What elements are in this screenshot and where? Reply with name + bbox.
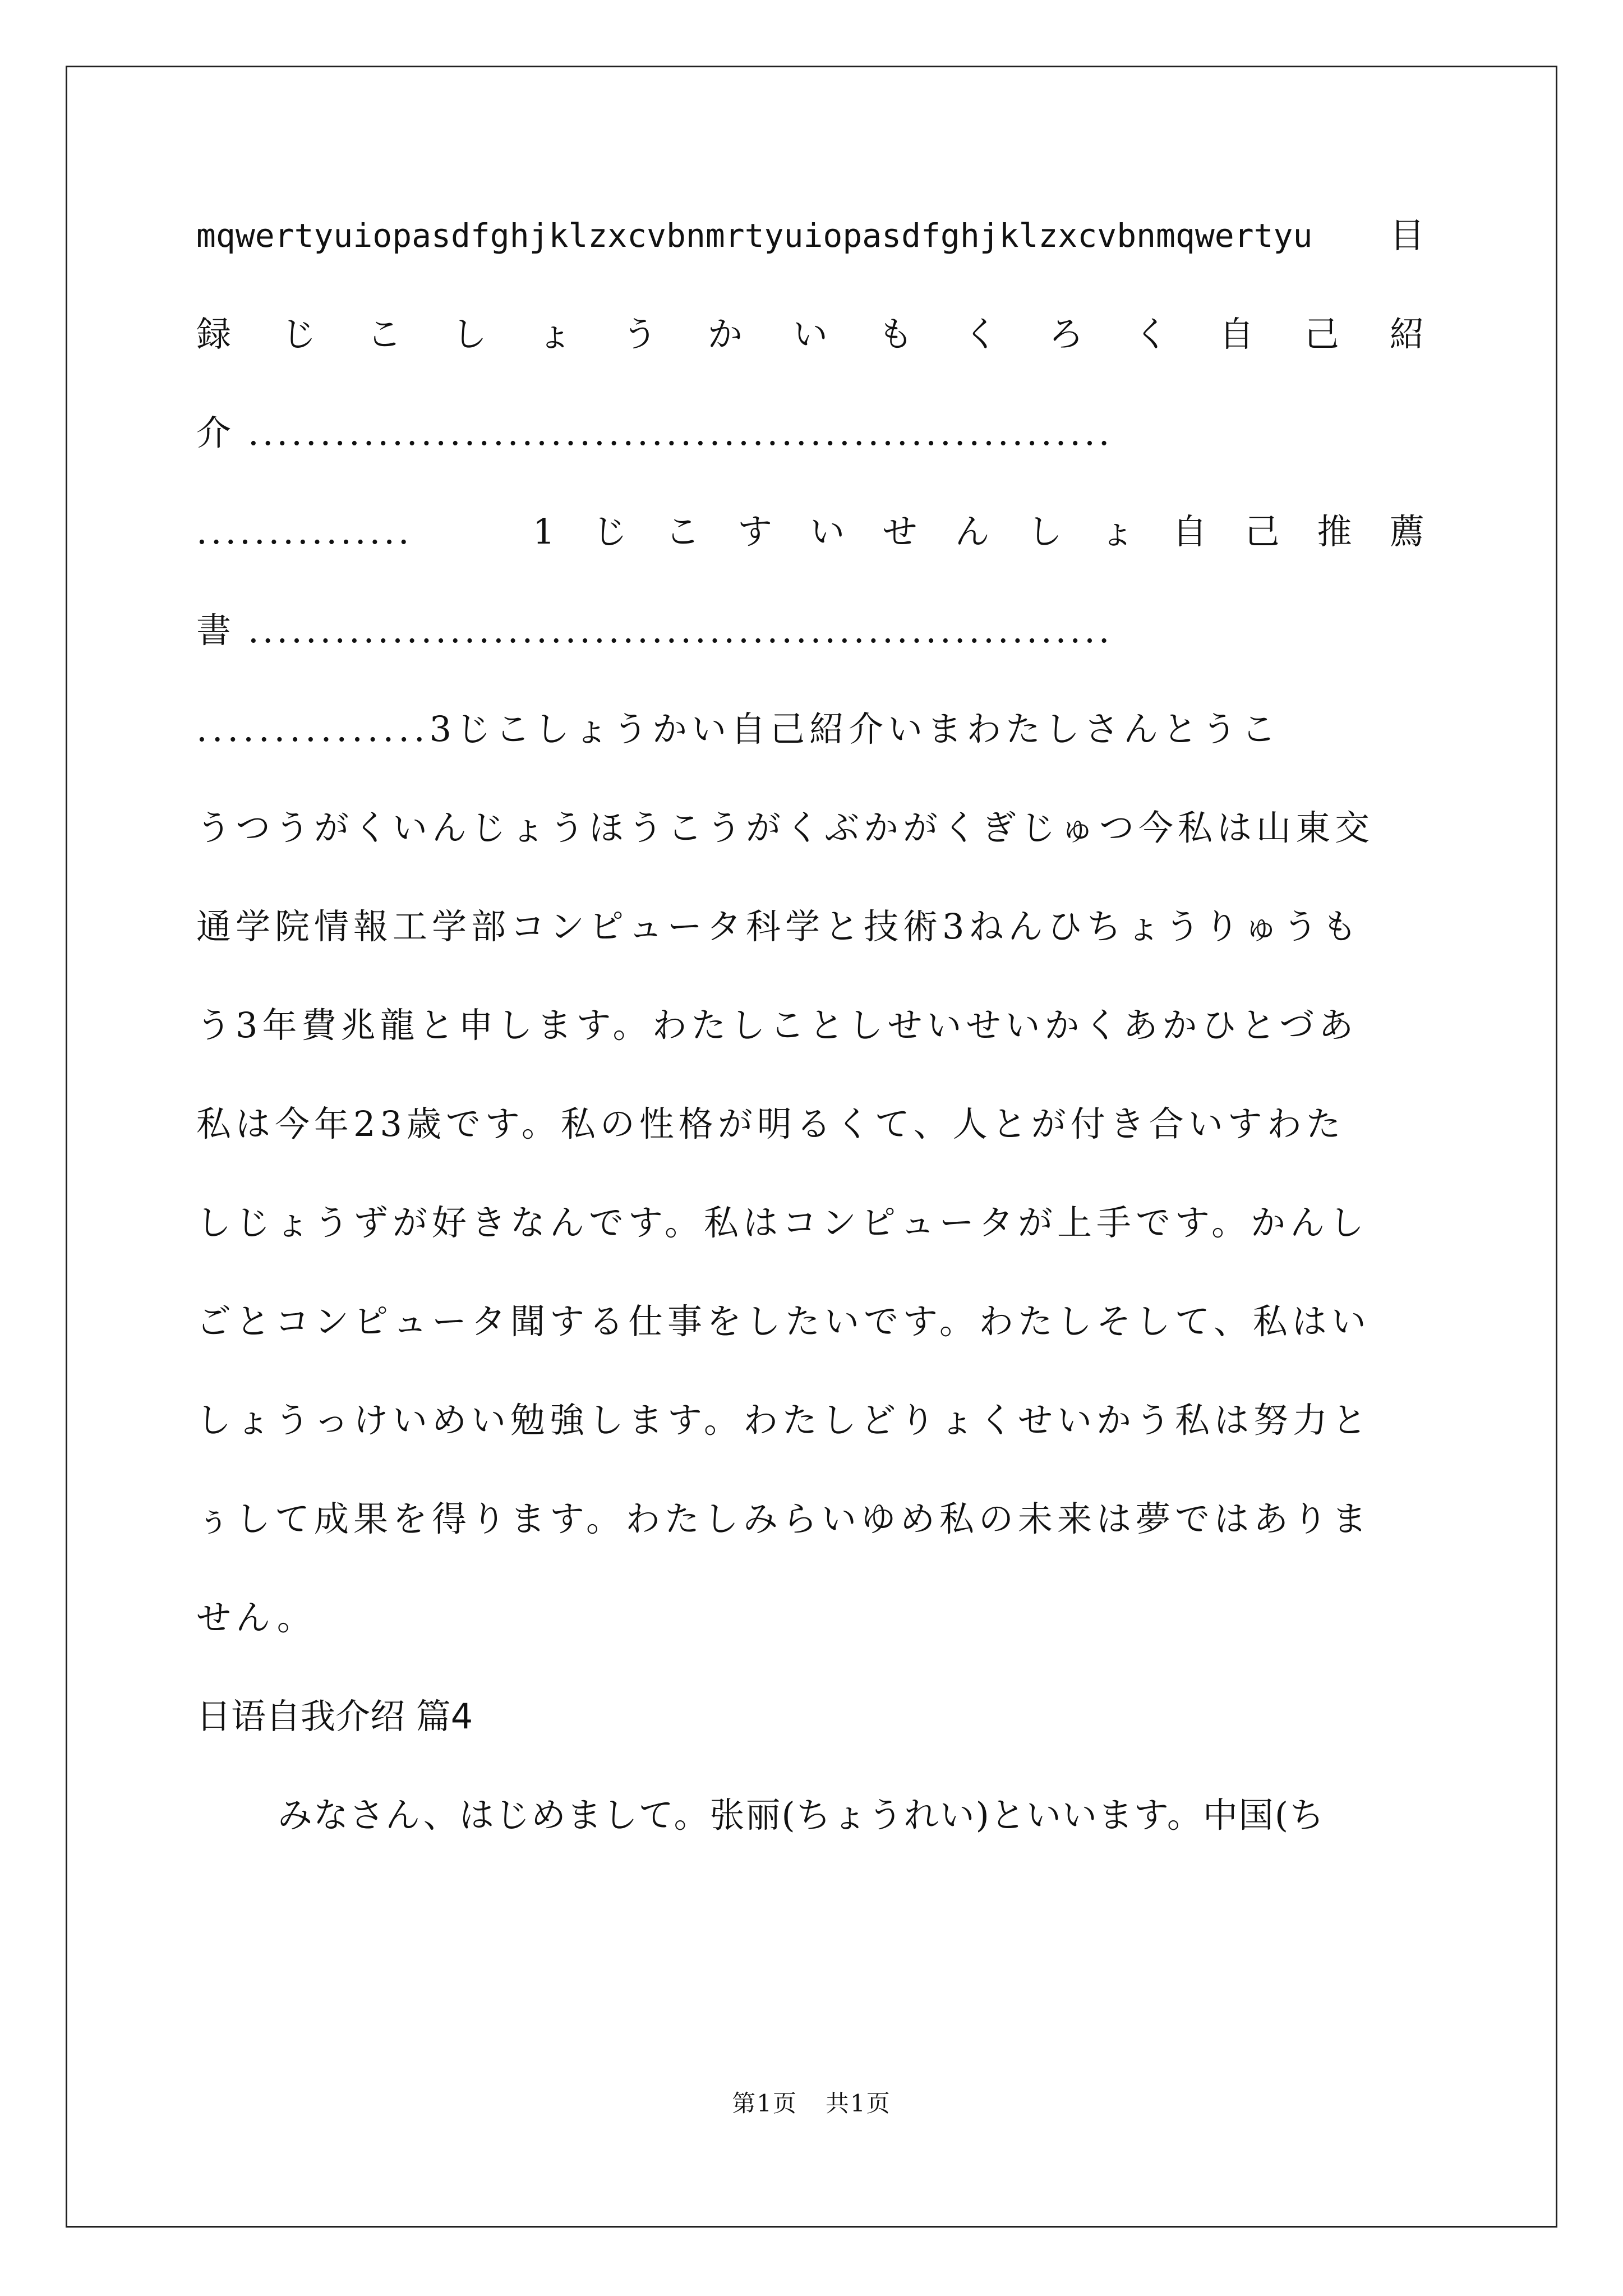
toc-title-char: 己 xyxy=(1304,314,1339,355)
body-line-6: ...............3じこしょうかい自己紹介いまわたしさんとうこ xyxy=(196,708,1281,749)
toc-entry-1-label: 介 xyxy=(196,412,232,453)
body-line-15: せん。 xyxy=(196,1597,316,1638)
toc-title-char: 紹 xyxy=(1389,314,1424,355)
page-border xyxy=(66,66,1557,2228)
toc-entry-2[interactable] xyxy=(196,509,1424,554)
toc-title-char: か xyxy=(707,314,743,355)
toc-entry-2-char: ょ xyxy=(1100,511,1135,552)
toc-entry-2-char: ん xyxy=(955,511,990,552)
toc-entry-2-char: こ xyxy=(665,511,700,552)
body-line-12: ごとコンピュータ聞する仕事をしたいです。わたしそして、私はい xyxy=(196,1301,1371,1342)
body-line-14: ぅして成果を得ります。わたしみらいゆめ私の未来は夢ではありま xyxy=(196,1498,1372,1539)
toc-entry-2-char: し xyxy=(1027,511,1062,552)
body-line-9: う3年費兆龍と申します。わたしことしせいせいかくあかひとづあ xyxy=(196,1005,1358,1046)
toc-title-char: く xyxy=(963,314,998,355)
toc-entry-1[interactable] xyxy=(196,411,1424,455)
toc-leader-dots: ............... xyxy=(196,511,413,552)
toc-title-char: ょ xyxy=(537,314,572,355)
toc-title-char: ろ xyxy=(1048,314,1083,355)
toc-title-line xyxy=(196,312,1424,357)
body-line-8: 通学院情報工学部コンピュータ科学と技術3ねんひちょうりゅうも xyxy=(196,906,1362,947)
toc-entry-2-char: 己 xyxy=(1244,511,1280,552)
toc-title-char: く xyxy=(1133,314,1169,355)
toc-title-start: 目 xyxy=(1389,215,1424,256)
toc-entry-2-char: 自 xyxy=(1172,511,1207,552)
toc-entry-2-char: い xyxy=(810,511,845,552)
body-line-17: みなさん、はじめまして。张丽(ちょうれい)といいます。中国(ち xyxy=(278,1795,1326,1835)
text-line-1 xyxy=(196,213,1424,258)
toc-leader-dots: ............................................................ xyxy=(248,412,1113,453)
page-footer xyxy=(0,2088,1623,2119)
toc-entry-3[interactable] xyxy=(196,608,1424,653)
toc-entry-2-label xyxy=(533,509,1424,554)
toc-title-char: こ xyxy=(366,314,402,355)
toc-entry-3-label: 書 xyxy=(196,610,232,651)
page-number: 第1页 xyxy=(732,2090,797,2117)
toc-title-char: じ xyxy=(281,314,316,355)
toc-leader-dots: ............................................................ xyxy=(248,610,1113,651)
toc-entry-2-char: 薦 xyxy=(1389,511,1424,552)
toc-entry-2-char: じ xyxy=(592,511,628,552)
toc-title-char: も xyxy=(878,314,913,355)
body-line-7: うつうがくいんじょうほうこうがくぶかがくぎじゅつ今私は山東交 xyxy=(196,807,1375,848)
toc-title-char: 自 xyxy=(1219,314,1254,355)
section-heading: 日语自我介绍 篇4 xyxy=(196,1696,473,1737)
toc-entry-2-char: す xyxy=(737,511,773,552)
body-line-10: 私は今年23歳です。私の性格が明るくて、人とが付き合いすわた xyxy=(196,1103,1345,1144)
latin-filler-text: mqwertyuiopasdfghjklzxcvbnmrtyuiopasdfghjklzxcvbnmqwertyu xyxy=(196,217,1313,255)
toc-title-char: 録 xyxy=(196,314,232,355)
toc-entry-2-char: せ xyxy=(882,511,917,552)
body-line-11: しじょうずが好きなんです。私はコンピュータが上手です。かんし xyxy=(196,1202,1369,1243)
toc-entry-2-char: 1 xyxy=(533,511,555,552)
toc-title-char: い xyxy=(792,314,828,355)
body-line-13: しょうっけいめい勉強します。わたしどりょくせいかう私は努力と xyxy=(196,1400,1372,1441)
toc-title-char: し xyxy=(451,314,487,355)
page-total: 共1页 xyxy=(826,2090,891,2117)
toc-title-char: う xyxy=(622,314,657,355)
toc-entry-2-char: 推 xyxy=(1317,511,1352,552)
